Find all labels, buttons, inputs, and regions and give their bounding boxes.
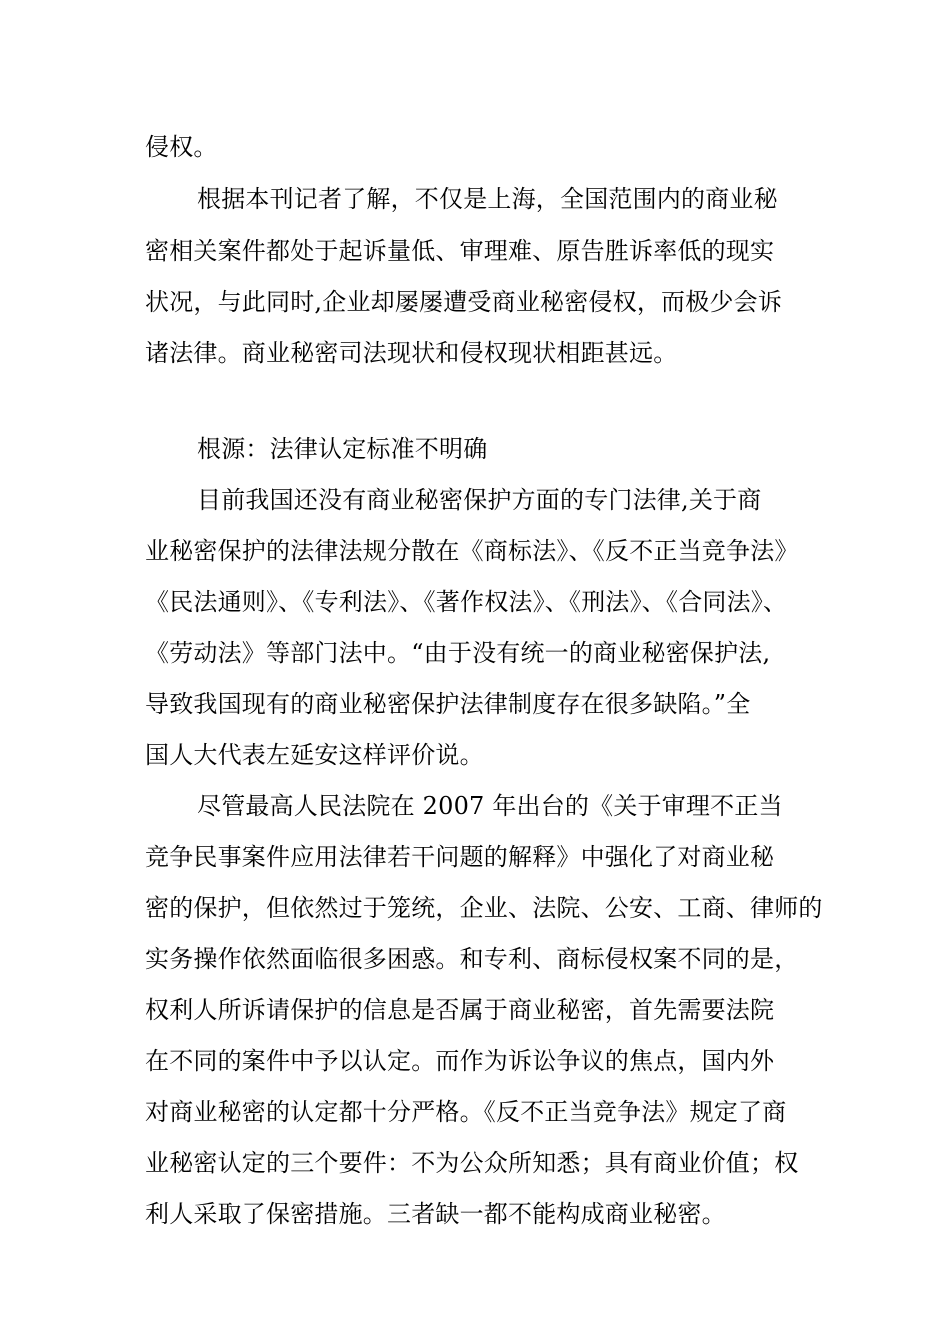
text-line: 侵权。 [145,133,218,161]
text-line: 《民法通则》、《专利法》、《著作权法》、《刑法》、《合同法》、 [145,588,788,616]
text-line: 密的保护，但依然过于笼统，企业、法院、公安、工商、律师的 [145,894,823,922]
text-line: 业秘密认定的三个要件：不为公众所知悉；具有商业价值；权 [145,1149,799,1177]
text-line: 密相关案件都处于起诉量低、审理难、原告胜诉率低的现实 [145,237,775,265]
paragraph-first-line: 目前我国还没有商业秘密保护方面的专门法律,关于商 [197,486,762,514]
text-line: 导致我国现有的商业秘密保护法律制度存在很多缺陷。”全 [145,690,751,718]
text-line: 国人大代表左延安这样评价说。 [145,741,484,769]
text-line: 实务操作依然面临很多困惑。和专利、商标侵权案不同的是， [145,945,799,973]
text-line: 利人采取了保密措施。三者缺一都不能构成商业秘密。 [145,1200,726,1228]
paragraph-first-line: 根据本刊记者了解，不仅是上海，全国范围内的商业秘 [197,185,778,213]
text-line: 《劳动法》等部门法中。“由于没有统一的商业秘密保护法, [145,639,771,667]
text-line: 对商业秘密的认定都十分严格。《反不正当竞争法》规定了商 [145,1098,787,1126]
text-line: 在不同的案件中予以认定。而作为诉讼争议的焦点，国内外 [145,1047,775,1075]
text-line: 权利人所诉请保护的信息是否属于商业秘密，首先需要法院 [145,996,775,1024]
text-line: 业秘密保护的法律法规分散在《商标法》、《反不正当竞争法》 [145,537,799,565]
text-line: 诸法律。商业秘密司法现状和侵权现状相距甚远。 [145,339,678,367]
text-line: 竞争民事案件应用法律若干问题的解释》中强化了对商业秘 [145,843,775,871]
section-heading: 根源：法律认定标准不明确 [197,435,488,463]
text-line: 状况，与此同时,企业却屡屡遭受商业秘密侵权，而极少会诉 [145,288,783,316]
paragraph-first-line: 尽管最高人民法院在 2007 年出台的《关于审理不正当 [197,792,783,820]
